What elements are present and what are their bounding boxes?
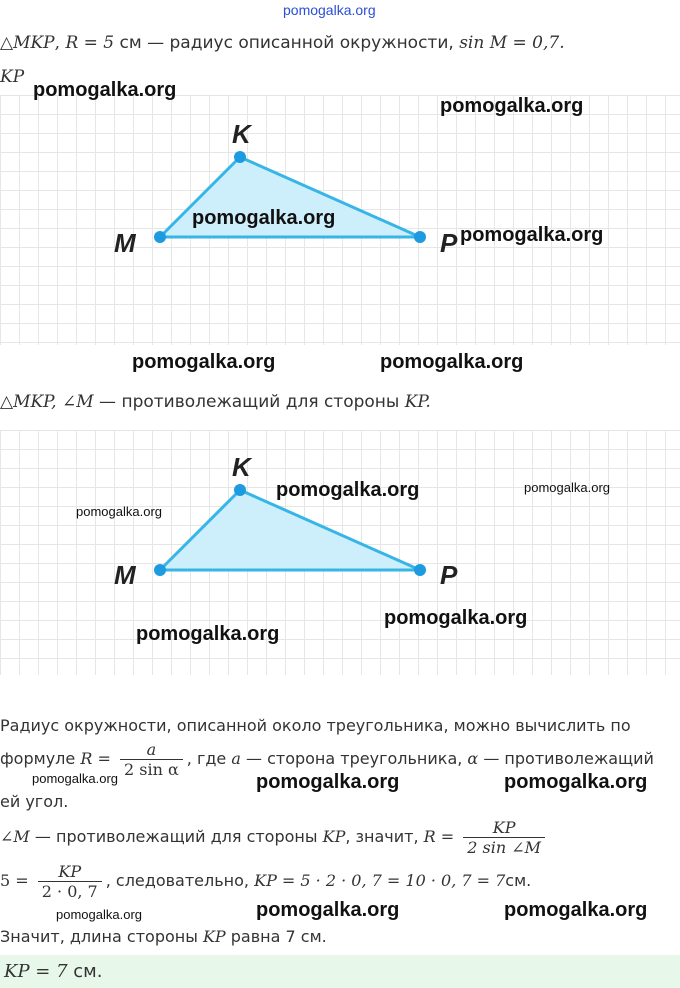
watermark: pomogalka.org [136, 623, 280, 645]
deriv-frac2-den: 2 · 0, 7 [38, 881, 102, 901]
given-radius: R = 5 [65, 33, 115, 53]
derivation-line2 [0, 862, 531, 901]
triangle-figure-2 [0, 430, 680, 675]
deriv-calc-unit: см. [505, 871, 532, 890]
point-p-2 [414, 564, 426, 576]
point-m [154, 231, 166, 243]
deriv-r: R = [423, 827, 455, 846]
formula-prefix: формуле [0, 749, 76, 768]
watermark: pomogalka.org [33, 79, 177, 101]
watermark: pomogalka.org [132, 351, 276, 373]
conclusion-text: Значит, длина стороны [0, 927, 198, 946]
explanation-line1: Радиус окружности, описанной около треугольника, можно вычислить по [0, 716, 631, 735]
deriv-text1: — противолежащий для стороны [34, 827, 318, 846]
given-triangle: △MKP [0, 33, 55, 53]
watermark: pomogalka.org [56, 907, 142, 922]
watermark: pomogalka.org [524, 480, 610, 495]
formula-numerator: a [146, 740, 157, 759]
watermark: pomogalka.org [32, 771, 118, 786]
deriv-frac1-num: KP [492, 818, 516, 837]
label-k: K [232, 119, 251, 149]
formula-fraction [120, 740, 183, 779]
step1-triangle: △MKP, ∠M [0, 392, 94, 412]
watermark: pomogalka.org [256, 899, 400, 921]
point-k [234, 151, 246, 163]
watermark: pomogalka.org [380, 351, 524, 373]
deriv-five: 5 = [0, 871, 29, 890]
step1-side: KP. [404, 392, 431, 412]
answer-unit: см. [73, 961, 103, 982]
side-desc: — сторона треугольника, [245, 749, 463, 768]
var-alpha: α [467, 749, 479, 768]
step1-text [0, 392, 431, 412]
find-label: KP [0, 67, 25, 87]
conclusion [0, 927, 327, 946]
label-m-2: M [114, 560, 136, 590]
formula-denominator: 2 sin α [120, 759, 183, 779]
triangle-mkp-2 [160, 490, 420, 570]
watermark: pomogalka.org [256, 771, 400, 793]
deriv-angle: ∠M [0, 827, 30, 846]
watermark: pomogalka.org [504, 771, 648, 793]
formula-r: R = [80, 749, 111, 768]
triangle-figure-1 [0, 95, 680, 345]
conclusion-side: KP [202, 927, 226, 946]
watermark: pomogalka.org [192, 207, 336, 229]
deriv-frac1-den: 2 sin ∠M [463, 837, 545, 857]
deriv-side: KP [322, 827, 346, 846]
watermark: pomogalka.org [276, 479, 420, 501]
label-p: P [440, 228, 458, 258]
explanation-line3: ей угол. [0, 792, 69, 811]
step1-desc: — противолежащий для стороны [99, 392, 400, 412]
point-m-2 [154, 564, 166, 576]
conclusion-text2: равна 7 см. [230, 927, 327, 946]
deriv-text3: , следовательно, [105, 871, 250, 890]
deriv-calc: KP = 5 · 2 · 0, 7 = 10 · 0, 7 = 7 [254, 871, 506, 890]
opposite-desc: — противолежащий [483, 749, 654, 768]
var-a: a [231, 749, 241, 768]
deriv-frac2-num: KP [58, 862, 82, 881]
site-link[interactable]: pomogalka.org [283, 2, 376, 18]
watermark: pomogalka.org [460, 224, 604, 246]
answer-box [0, 955, 680, 988]
point-p [414, 231, 426, 243]
formula-where: , где [186, 749, 227, 768]
watermark: pomogalka.org [440, 95, 584, 117]
label-m: M [114, 228, 136, 258]
watermark: pomogalka.org [384, 607, 528, 629]
label-p-2: P [440, 560, 458, 590]
problem-statement: △MKP, R = 5 см — радиус описанной окружности, sin M = 0,7. [0, 33, 565, 53]
given-radius-unit: см — радиус описанной окружности, [119, 33, 454, 53]
deriv-text2: , значит, [345, 827, 419, 846]
deriv-fraction-1 [463, 818, 545, 857]
deriv-fraction-2 [38, 862, 102, 901]
watermark: pomogalka.org [76, 504, 162, 519]
watermark: pomogalka.org [504, 899, 648, 921]
point-k-2 [234, 484, 246, 496]
derivation-line1 [0, 818, 549, 857]
label-k-2: K [232, 452, 251, 482]
answer-expr: KP = 7 [4, 961, 68, 982]
given-sine: sin M = 0,7. [459, 33, 565, 53]
